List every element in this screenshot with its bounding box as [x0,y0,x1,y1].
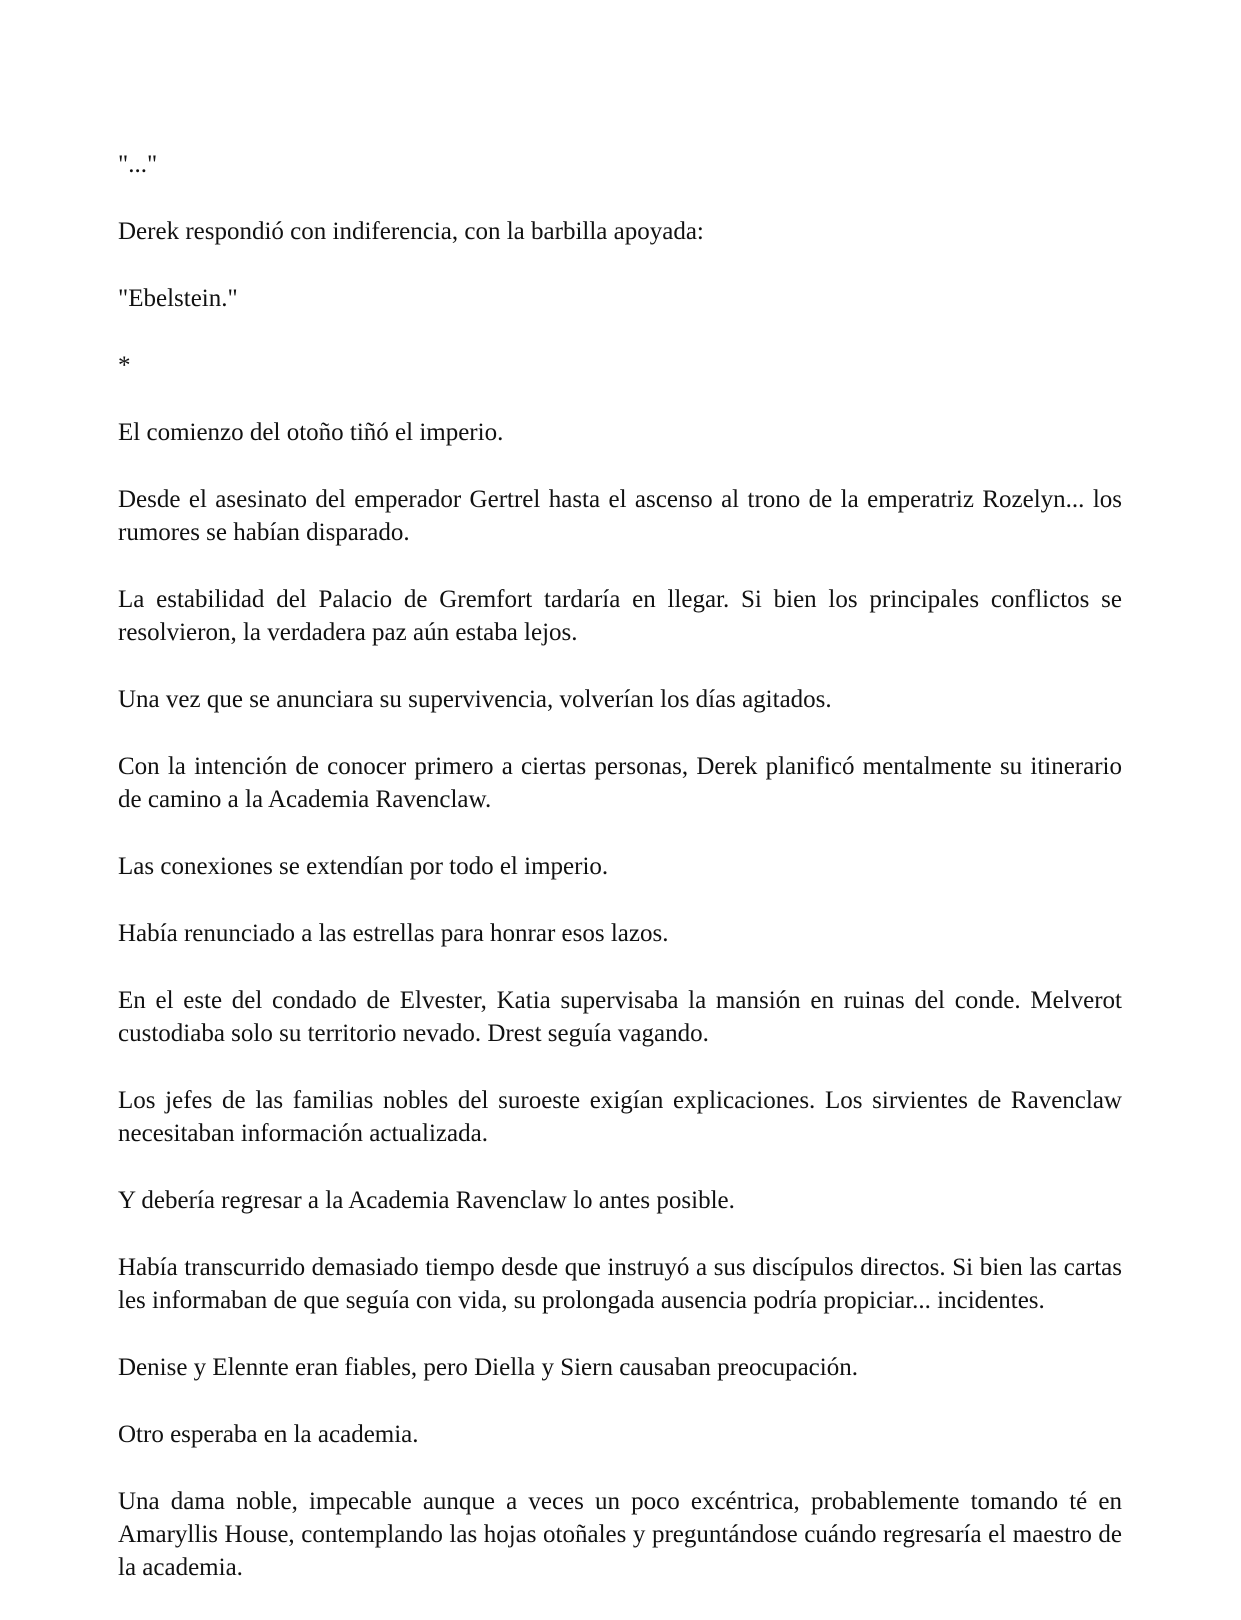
paragraph-denise-elennte: Denise y Elennte eran fiables, pero Diella y Siern causaban preocupación. [118,1354,858,1381]
paragraph-noble-families: Los jefes de las familias nobles del suroeste exigían explicaciones. Los sirvientes de Ravenclaw necesitaban información actualizada. [118,1087,1122,1147]
paragraph-survival: Una vez que se anunciara su supervivencia, volverían los días agitados. [118,686,832,713]
paragraph-itinerary: Con la intención de conocer primero a ciertas personas, Derek planificó mentalmente su itinerario de camino a la Academia Ravenclaw. [118,753,1122,813]
scene-break-asterisk: * [118,352,131,379]
paragraph-noble-lady: Una dama noble, impecable aunque a veces un poco excéntrica, probablemente tomando té en Amaryllis House, contemplando las hojas otoñales y preguntándose cuándo regresaría el maestro de la academia. [118,1488,1122,1581]
paragraph-ellipsis-quote: "..." [118,151,158,178]
paragraph-autumn: El comienzo del otoño tiñó el imperio. [118,419,504,446]
paragraph-ebelstein: "Ebelstein." [118,285,238,312]
paragraph-disciples: Había transcurrido demasiado tiempo desde que instruyó a sus discípulos directos. Si bien las cartas les informaban de que seguía con vida, su prolongada ausencia podría propiciar... incidentes. [118,1254,1122,1314]
paragraph-derek-response: Derek respondió con indiferencia, con la barbilla apoyada: [118,218,704,245]
paragraph-connections: Las conexiones se extendían por todo el imperio. [118,853,609,880]
paragraph-another-waiting: Otro esperaba en la academia. [118,1421,419,1448]
document-page [118,148,1122,1584]
paragraph-elvester: En el este del condado de Elvester, Katia supervisaba la mansión en ruinas del conde. Melverot custodiaba solo su territorio nevado. Drest seguía vagando. [118,987,1122,1047]
paragraph-stars: Había renunciado a las estrellas para honrar esos lazos. [118,920,669,947]
paragraph-gremfort-palace: La estabilidad del Palacio de Gremfort tardaría en llegar. Si bien los principales conflictos se resolvieron, la verdadera paz aún estaba lejos. [118,586,1122,646]
paragraph-return-academy: Y debería regresar a la Academia Ravenclaw lo antes posible. [118,1187,735,1214]
paragraph-rumors: Desde el asesinato del emperador Gertrel hasta el ascenso al trono de la emperatriz Rozelyn... los rumores se habían disparado. [118,486,1122,546]
